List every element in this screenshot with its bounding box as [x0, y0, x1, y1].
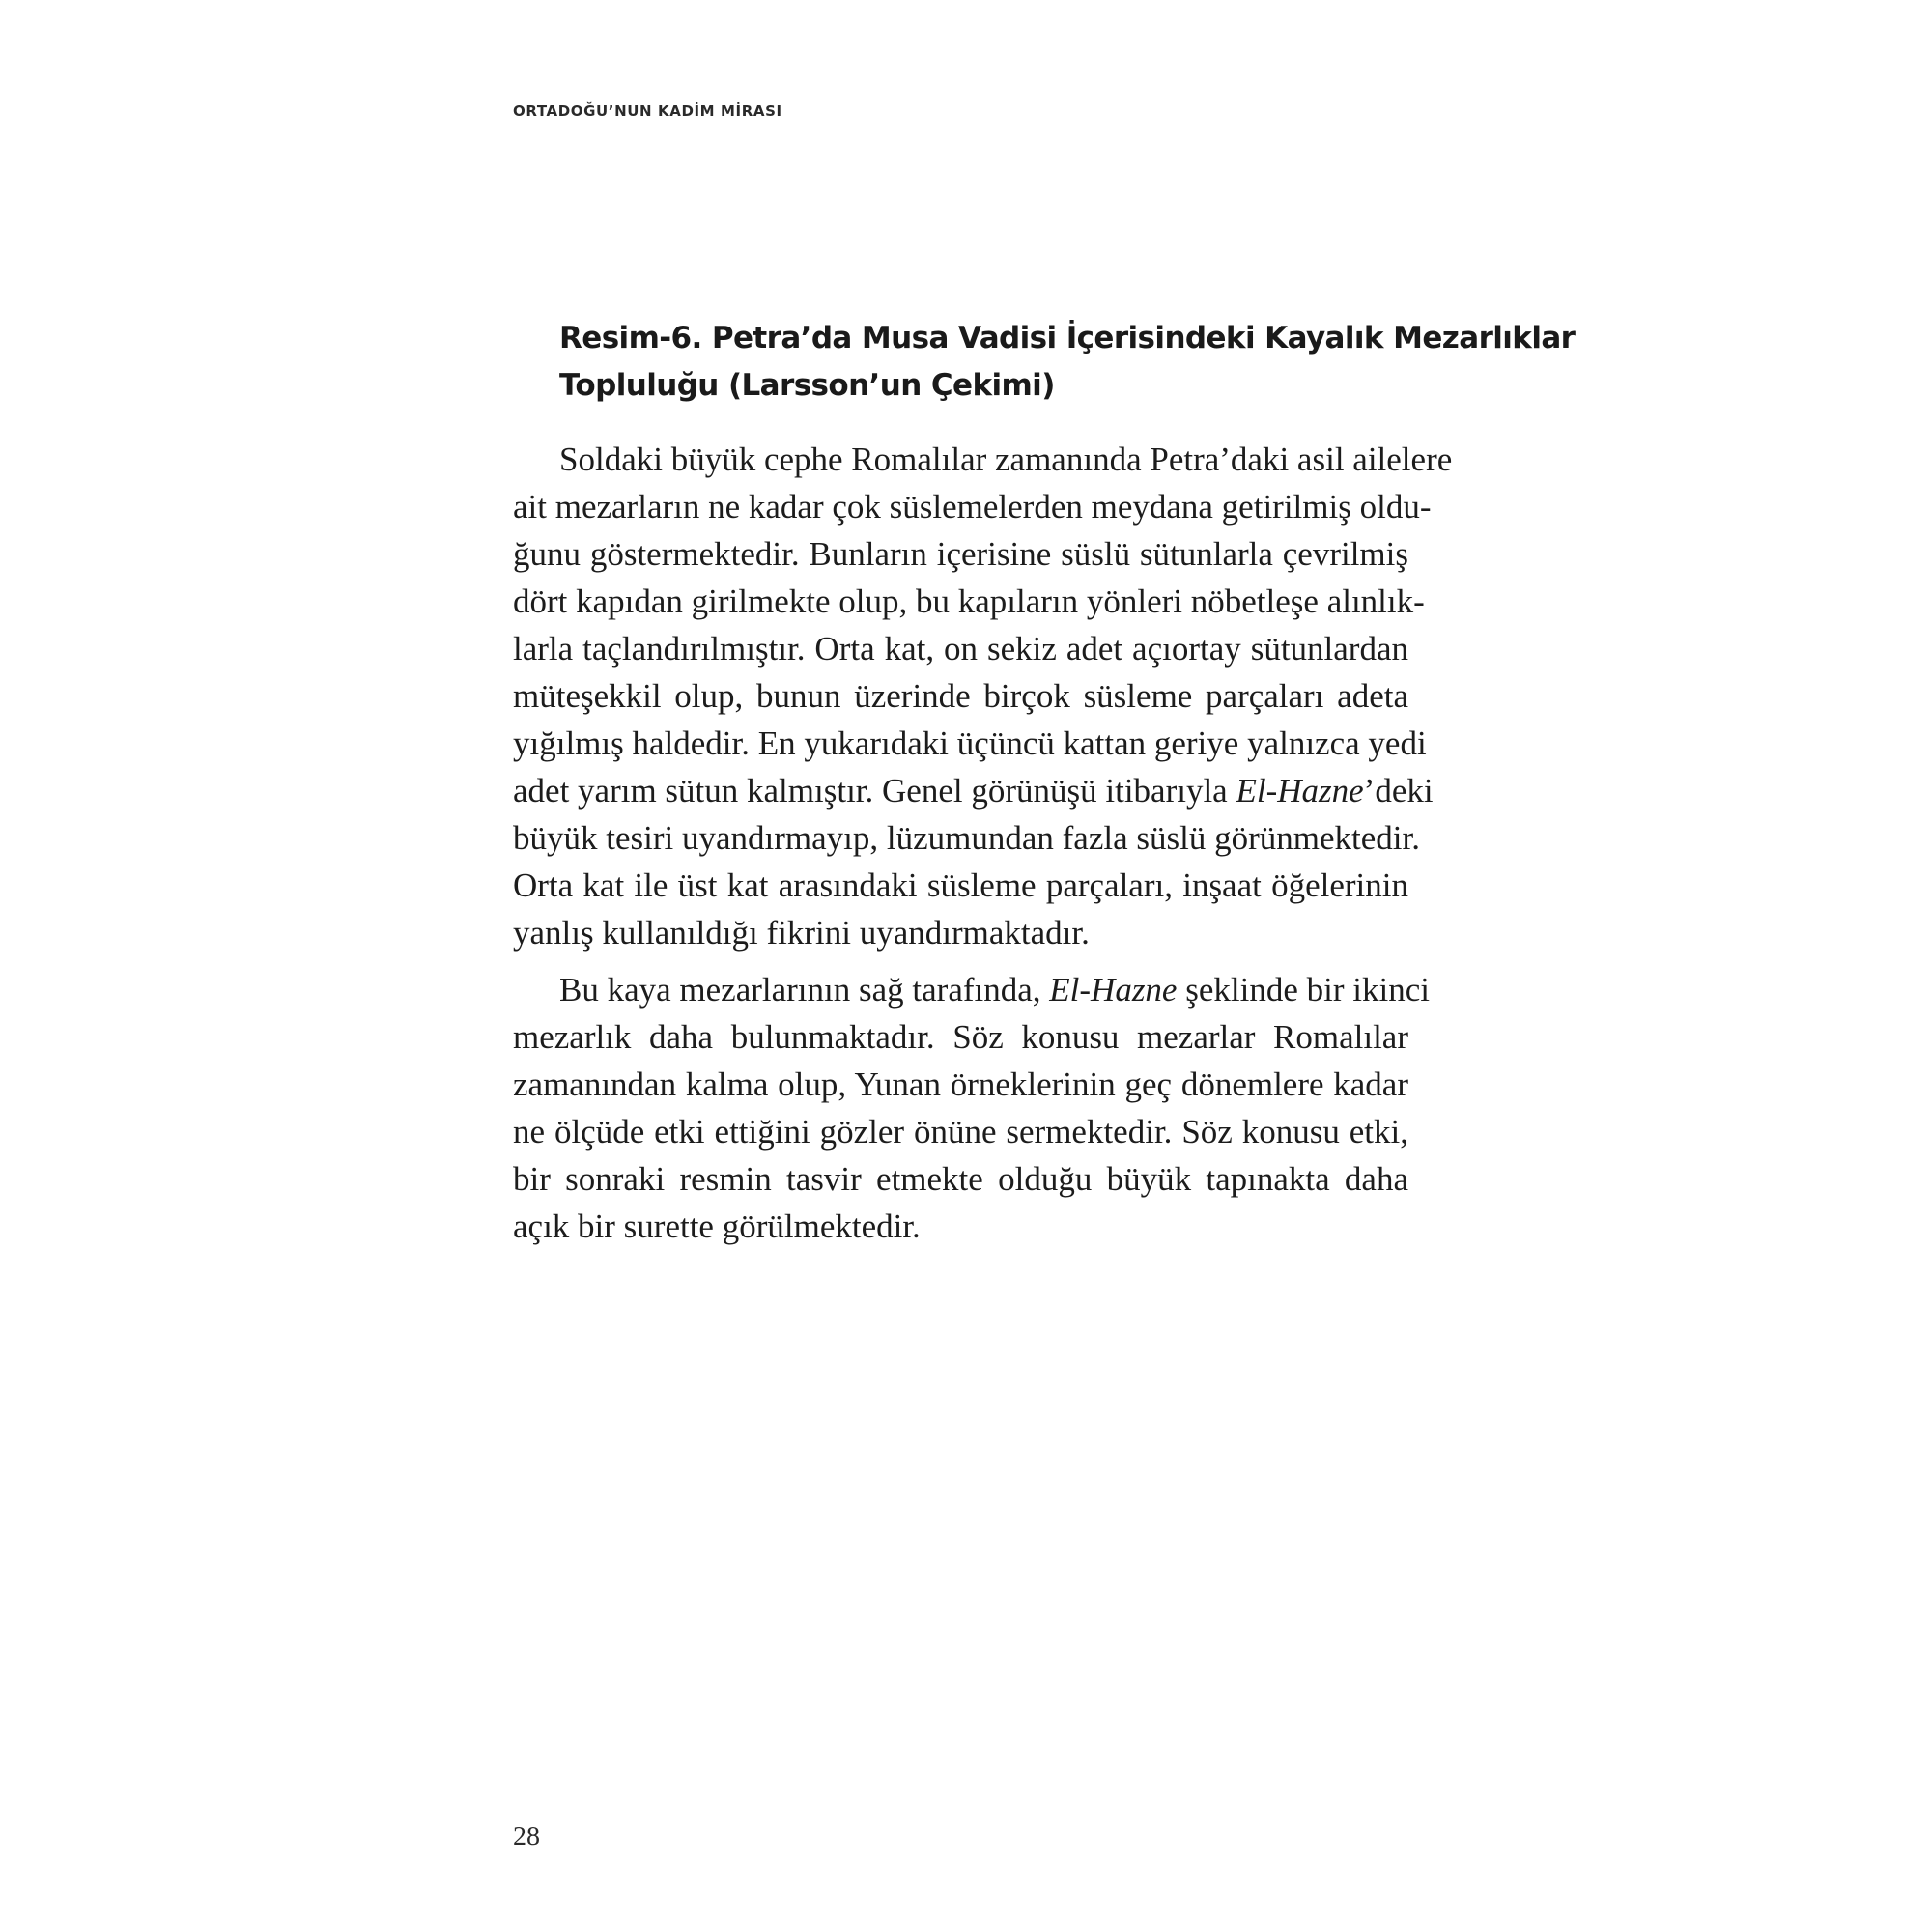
text-line: dört kapıdan girilmekte olup, bu kapıların yönleri nöbetleşe alınlık-	[513, 582, 1425, 620]
page-number: 28	[513, 1822, 540, 1852]
text-line: müteşekkil olup, bunun üzerinde birçok süsleme parçaları adeta	[513, 677, 1408, 715]
paragraph-1	[513, 436, 1453, 956]
caption-line: Resim-6. Petra’da Musa Vadisi İçerisindeki Kayalık Mezarlıklar	[559, 321, 1576, 355]
body-text	[513, 436, 1453, 1250]
text-line: büyük tesiri uyandırmayıp, lüzumundan fazla süslü görünmektedir.	[513, 819, 1420, 857]
figure-caption	[559, 315, 1576, 410]
text-line: mezarlık daha bulunmaktadır. Söz konusu mezarlar Romalılar	[513, 1018, 1408, 1056]
running-head: ORTADOĞU’NUN KADİM MİRASI	[513, 102, 782, 120]
caption-line: Topluluğu (Larsson’un Çekimi)	[559, 368, 1055, 403]
text-run: şeklinde bir ikinci	[1177, 971, 1430, 1009]
text-line: Orta kat ile üst kat arasındaki süsleme parçaları, inşaat öğelerinin	[513, 867, 1408, 904]
text-line: ğunu göstermektedir. Bunların içerisine süslü sütunlarla çevrilmiş	[513, 535, 1408, 573]
text-line: ait mezarların ne kadar çok süslemelerden meydana getirilmiş oldu-	[513, 488, 1432, 526]
text-line: bir sonraki resmin tasvir etmekte olduğu büyük tapınakta daha	[513, 1160, 1408, 1198]
paragraph-2	[513, 966, 1430, 1250]
text-line: zamanından kalma olup, Yunan örneklerinin geç dönemlere kadar	[513, 1065, 1408, 1103]
text-run: adet yarım sütun kalmıştır. Genel görünüşü itibarıyla	[513, 772, 1236, 810]
text-line: Soldaki büyük cephe Romalılar zamanında Petra’daki asil ailelere	[559, 440, 1453, 478]
italic-term: El-Hazne	[1236, 772, 1364, 810]
text-run: ’deki	[1363, 772, 1434, 810]
text-line: yığılmış haldedir. En yukarıdaki üçüncü kattan geriye yalnızca yedi	[513, 724, 1427, 762]
text-run: Bu kaya mezarlarının sağ tarafında,	[559, 971, 1050, 1009]
text-line: açık bir surette görülmektedir.	[513, 1208, 921, 1245]
italic-term: El-Hazne	[1049, 971, 1178, 1009]
text-line	[513, 767, 1434, 814]
text-line: larla taçlandırılmıştır. Orta kat, on sekiz adet açıortay sütunlardan	[513, 630, 1408, 668]
text-line	[513, 966, 1430, 1013]
text-line: ne ölçüde etki ettiğini gözler önüne sermektedir. Söz konusu etki,	[513, 1113, 1408, 1151]
text-line: yanlış kullanıldığı fikrini uyandırmaktadır.	[513, 914, 1090, 952]
